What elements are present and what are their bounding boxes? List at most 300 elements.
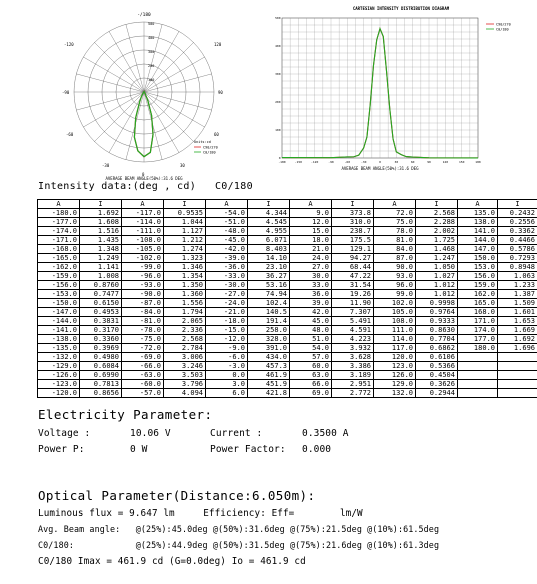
table-row xyxy=(38,254,537,263)
chart-x-tick-label: 180 xyxy=(475,160,481,164)
table-cell: 238.7 xyxy=(332,227,374,236)
table-cell: 1.027 xyxy=(416,272,458,281)
table-cell xyxy=(458,362,498,371)
table-cell: -90.0 xyxy=(122,290,164,299)
table-cell: 24.0 xyxy=(290,254,332,263)
table-cell: 150.0 xyxy=(458,254,498,263)
table-row xyxy=(38,380,537,389)
optical-title: Optical Parameter(Distance:6.050m): xyxy=(38,488,316,503)
table-cell: 0.7477 xyxy=(80,290,122,299)
table-cell: 373.8 xyxy=(332,209,374,218)
table-cell: 3.628 xyxy=(332,353,374,362)
table-header-cell: I xyxy=(248,200,290,209)
table-cell: 0.5366 xyxy=(416,362,458,371)
table-cell: 1.468 xyxy=(416,245,458,254)
table-cell: 1.012 xyxy=(416,290,458,299)
table-cell: 0.8656 xyxy=(80,389,122,398)
chart-y-tick-label: 200 xyxy=(275,100,281,104)
polar-spoke xyxy=(144,57,205,92)
table-cell: 84.0 xyxy=(374,245,416,254)
table-cell: 1.350 xyxy=(164,281,206,290)
table-header-cell: I xyxy=(332,200,374,209)
table-cell: 114.0 xyxy=(374,335,416,344)
table-cell: -93.0 xyxy=(122,281,164,290)
table-cell: 0.3170 xyxy=(80,326,122,335)
table-cell: 39.0 xyxy=(290,299,332,308)
table-cell: -39.0 xyxy=(206,254,248,263)
table-row xyxy=(38,344,537,353)
table-cell: 144.0 xyxy=(458,236,498,245)
table-cell: 75.0 xyxy=(374,218,416,227)
polar-spoke xyxy=(76,92,144,110)
table-cell: 36.27 xyxy=(248,272,290,281)
table-row xyxy=(38,353,537,362)
table-row xyxy=(38,299,537,308)
table-cell: 30.0 xyxy=(290,272,332,281)
polar-spoke xyxy=(76,74,144,92)
table-cell: -21.0 xyxy=(206,308,248,317)
table-cell: 1.274 xyxy=(164,245,206,254)
table-cell: 1.360 xyxy=(164,290,206,299)
chart-y-tick-label: 500 xyxy=(275,16,281,20)
chart-ticks xyxy=(275,16,481,164)
table-cell: 2.336 xyxy=(164,326,206,335)
table-cell: 168.0 xyxy=(458,308,498,317)
table-cell: 0.3626 xyxy=(416,380,458,389)
table-cell: 171.0 xyxy=(458,317,498,326)
luminous-flux-line: Luminous flux = 9.647 lm Efficiency: Eff= lm/W xyxy=(38,508,363,519)
table-cell: 2.288 xyxy=(416,218,458,227)
table-cell: -111.0 xyxy=(122,227,164,236)
polar-spoke xyxy=(144,92,212,110)
table-cell: 3.189 xyxy=(332,371,374,380)
table-cell xyxy=(458,371,498,380)
polar-angle-left-lower: -60 xyxy=(66,132,74,137)
table-cell: 126.0 xyxy=(374,371,416,380)
polar-spoke xyxy=(126,24,144,92)
table-cell: 9.0 xyxy=(290,209,332,218)
polar-angle-right-bottom: 30 xyxy=(180,163,185,168)
table-cell: 129.1 xyxy=(332,245,374,254)
table-cell: -18.0 xyxy=(206,317,248,326)
table-cell: 42.0 xyxy=(290,308,332,317)
table-cell: -180.0 xyxy=(38,209,80,218)
table-cell: 1.516 xyxy=(80,227,122,236)
table-cell: 3.246 xyxy=(164,362,206,371)
table-cell: 451.9 xyxy=(248,380,290,389)
table-cell: 23.10 xyxy=(248,263,290,272)
polar-spoke xyxy=(144,92,179,153)
table-cell: 14.10 xyxy=(248,254,290,263)
table-row xyxy=(38,245,537,254)
table-cell: -30.0 xyxy=(206,281,248,290)
chart-x-tick-label: -120 xyxy=(311,160,319,164)
table-header-cell: A xyxy=(206,200,248,209)
table-cell: 4.591 xyxy=(332,326,374,335)
table-cell: -105.0 xyxy=(122,245,164,254)
table-cell: 162.0 xyxy=(458,290,498,299)
table-cell: 0.6862 xyxy=(416,344,458,353)
table-cell: 1.212 xyxy=(164,236,206,245)
table-cell: 0.4953 xyxy=(80,308,122,317)
table-cell: 3.796 xyxy=(164,380,206,389)
table-cell: 117.0 xyxy=(374,344,416,353)
table-cell: 180.0 xyxy=(458,344,498,353)
power-value: 0 W xyxy=(130,444,148,455)
polar-caption: AVERAGE BEAM ANGLE(50%):31.6 DEG xyxy=(105,176,183,180)
table-cell: 0.8948 xyxy=(498,263,537,272)
table-cell: 105.0 xyxy=(374,308,416,317)
chart-x-tick-label: -90 xyxy=(328,160,334,164)
table-cell: 461.9 xyxy=(248,371,290,380)
table-cell: 0.2432 xyxy=(498,209,537,218)
table-cell: 165.0 xyxy=(458,299,498,308)
current-label: Current : xyxy=(210,428,263,439)
table-cell: -168.0 xyxy=(38,245,80,254)
polar-diagram xyxy=(62,10,228,180)
table-cell: -141.0 xyxy=(38,326,80,335)
table-cell: 132.0 xyxy=(374,389,416,398)
table-cell: 54.0 xyxy=(290,344,332,353)
table-cell: -57.0 xyxy=(122,389,164,398)
table-cell: 2.065 xyxy=(164,317,206,326)
polar-ring-label: 500 xyxy=(148,22,155,26)
table-cell: 1.692 xyxy=(498,335,537,344)
table-cell: 2.568 xyxy=(416,209,458,218)
voltage-value: 10.06 V xyxy=(130,428,171,439)
polar-angle-right-lower: 60 xyxy=(214,132,219,137)
table-cell: 47.22 xyxy=(332,272,374,281)
chart-title: CARTESIAN INTENSITY DISTRIBUTION DIAGRAM xyxy=(352,6,450,11)
table-cell: 8.403 xyxy=(248,245,290,254)
table-cell: 31.54 xyxy=(332,281,374,290)
table-cell: 1.346 xyxy=(164,263,206,272)
table-cell: 94.27 xyxy=(332,254,374,263)
chart-y-tick-label: 0 xyxy=(278,156,281,160)
table-cell: -177.0 xyxy=(38,218,80,227)
table-cell: 175.5 xyxy=(332,236,374,245)
voltage-label: Voltage : xyxy=(38,428,91,439)
table-cell: 102.0 xyxy=(374,299,416,308)
table-cell: 258.0 xyxy=(248,326,290,335)
table-cell: 4.223 xyxy=(332,335,374,344)
table-cell: 21.0 xyxy=(290,245,332,254)
table-cell: 0.9333 xyxy=(416,317,458,326)
chart-x-tick-label: -60 xyxy=(344,160,351,164)
table-cell: 1.233 xyxy=(498,281,537,290)
table-cell: 310.0 xyxy=(332,218,374,227)
table-cell: 53.16 xyxy=(248,281,290,290)
cartesian-diagram xyxy=(270,4,532,172)
table-cell: -144.0 xyxy=(38,317,80,326)
polar-spoke xyxy=(109,31,144,92)
table-row xyxy=(38,362,537,371)
table-row xyxy=(38,371,537,380)
table-cell: 174.0 xyxy=(458,326,498,335)
chart-x-tick-label: 90 xyxy=(427,160,431,164)
table-cell: 0.9998 xyxy=(416,299,458,308)
table-cell: -129.0 xyxy=(38,362,80,371)
table-cell: 5.491 xyxy=(332,317,374,326)
table-cell: -81.0 xyxy=(122,317,164,326)
table-cell: 1.008 xyxy=(80,272,122,281)
table-cell: 3.386 xyxy=(332,362,374,371)
table-cell: -153.0 xyxy=(38,290,80,299)
table-cell: -117.0 xyxy=(122,209,164,218)
table-cell: 60.0 xyxy=(290,362,332,371)
chart-y-tick-label: 400 xyxy=(275,44,281,48)
table-cell: -3.0 xyxy=(206,362,248,371)
table-cell: 78.0 xyxy=(374,227,416,236)
polar-series-curve xyxy=(134,92,153,157)
table-cell: 2.772 xyxy=(332,389,374,398)
table-cell: -114.0 xyxy=(122,218,164,227)
intensity-table xyxy=(37,199,537,398)
table-cell: 57.0 xyxy=(290,353,332,362)
table-cell: -54.0 xyxy=(206,209,248,218)
table-cell: 1.669 xyxy=(498,326,537,335)
table-cell: 0.4980 xyxy=(80,353,122,362)
polar-legend-title: Units:cd xyxy=(194,140,211,144)
table-cell: 1.354 xyxy=(164,272,206,281)
beam-angle-line: Avg. Beam angle: @(25%):45.0deg @(50%):31.6deg @(75%):21.5deg @(10%):61.5deg xyxy=(38,524,440,534)
table-cell: 120.0 xyxy=(374,353,416,362)
table-cell: 0.9535 xyxy=(164,209,206,218)
power-factor-value: 0.000 xyxy=(302,444,332,455)
intensity-data-title: Intensity data:(deg , cd) C0/180 xyxy=(38,181,253,192)
table-cell: 1.012 xyxy=(416,281,458,290)
polar-angle-right-mid: 90 xyxy=(218,90,223,95)
table-cell: 3.006 xyxy=(164,353,206,362)
table-cell: 111.0 xyxy=(374,326,416,335)
table-cell: -135.0 xyxy=(38,344,80,353)
table-cell: 1.249 xyxy=(80,254,122,263)
table-cell: -156.0 xyxy=(38,281,80,290)
table-cell: -51.0 xyxy=(206,218,248,227)
table-cell: 328.0 xyxy=(248,335,290,344)
chart-grid xyxy=(282,18,478,158)
table-cell: 81.0 xyxy=(374,236,416,245)
polar-angle-bottom: 0 xyxy=(142,172,145,177)
table-cell: -108.0 xyxy=(122,236,164,245)
chart-legend-item: C0/180 xyxy=(496,27,509,32)
table-cell: -24.0 xyxy=(206,299,248,308)
table-cell: 3.932 xyxy=(332,344,374,353)
table-cell: 15.0 xyxy=(290,227,332,236)
table-cell: -33.0 xyxy=(206,272,248,281)
table-row xyxy=(38,272,537,281)
table-row xyxy=(38,335,537,344)
table-cell: 177.0 xyxy=(458,335,498,344)
table-cell: 135.0 xyxy=(458,209,498,218)
polar-ring-label: 400 xyxy=(148,36,155,40)
table-cell: 1.435 xyxy=(80,236,122,245)
table-cell: -159.0 xyxy=(38,272,80,281)
table-row xyxy=(38,281,537,290)
chart-x-tick-label: -180 xyxy=(278,160,286,164)
table-cell: 7.307 xyxy=(332,308,374,317)
polar-spoke xyxy=(95,43,144,92)
table-cell: 0.4504 xyxy=(416,371,458,380)
table-cell: 0.3362 xyxy=(498,227,537,236)
table-cell: -87.0 xyxy=(122,299,164,308)
table-cell: 1.601 xyxy=(498,308,537,317)
table-row xyxy=(38,263,537,272)
table-cell: 6.0 xyxy=(206,389,248,398)
polar-legend-item: C0/180 xyxy=(203,150,216,155)
table-cell: -69.0 xyxy=(122,353,164,362)
table-cell: 1.692 xyxy=(80,209,122,218)
table-cell: -48.0 xyxy=(206,227,248,236)
table-cell: -75.0 xyxy=(122,335,164,344)
chart-caption: AVERAGE BEAM ANGLE(50%):31.6 DEG xyxy=(341,166,419,171)
table-cell: 63.0 xyxy=(290,371,332,380)
table-cell: 45.0 xyxy=(290,317,332,326)
table-cell: 93.0 xyxy=(374,272,416,281)
table-cell: 69.0 xyxy=(290,389,332,398)
table-header-cell: A xyxy=(122,200,164,209)
table-cell: 0.6990 xyxy=(80,371,122,380)
table-cell: 1.696 xyxy=(498,344,537,353)
table-cell: -63.0 xyxy=(122,371,164,380)
table-cell: -162.0 xyxy=(38,263,80,272)
chart-y-tick-label: 100 xyxy=(275,128,281,132)
table-cell: 1.608 xyxy=(80,218,122,227)
chart-x-tick-label: -150 xyxy=(294,160,302,164)
table-cell: 3.503 xyxy=(164,371,206,380)
chart-x-tick-label: 120 xyxy=(442,160,449,164)
table-cell: 1.247 xyxy=(416,254,458,263)
table-cell: -120.0 xyxy=(38,389,80,398)
table-cell: -42.0 xyxy=(206,245,248,254)
table-cell: 0.9764 xyxy=(416,308,458,317)
table-cell: -147.0 xyxy=(38,308,80,317)
polar-angle-left-mid: -90 xyxy=(62,90,70,95)
table-cell xyxy=(498,353,537,362)
table-cell: 2.784 xyxy=(164,344,206,353)
table-cell: 27.0 xyxy=(290,263,332,272)
table-header-cell: A xyxy=(290,200,332,209)
table-cell: 66.0 xyxy=(290,380,332,389)
polar-curves xyxy=(134,92,153,157)
table-cell xyxy=(498,380,537,389)
c0-beam-angle-line: C0/180: @(25%):44.9deg @(50%):31.5deg @(75%):21.6deg @(10%):61.3deg xyxy=(38,540,440,550)
table-cell: 0.2944 xyxy=(416,389,458,398)
polar-legend-item: C90/270 xyxy=(203,145,218,150)
table-cell: 0.8760 xyxy=(80,281,122,290)
table-cell: 1.556 xyxy=(164,299,206,308)
table-cell: 1.323 xyxy=(164,254,206,263)
table-cell: -45.0 xyxy=(206,236,248,245)
table-cell: 191.4 xyxy=(248,317,290,326)
table-cell: 0.7293 xyxy=(498,254,537,263)
table-cell: -12.0 xyxy=(206,335,248,344)
table-cell: -165.0 xyxy=(38,254,80,263)
table-cell: 0.6084 xyxy=(80,362,122,371)
table-cell: 434.0 xyxy=(248,353,290,362)
table-cell: 96.0 xyxy=(374,281,416,290)
chart-x-tick-label: 60 xyxy=(410,160,415,164)
polar-spoke xyxy=(144,74,212,92)
table-cell: 1.050 xyxy=(416,263,458,272)
table-cell: 0.6106 xyxy=(416,353,458,362)
polar-spoke xyxy=(109,92,144,153)
table-cell: 4.094 xyxy=(164,389,206,398)
table-cell: 3.0 xyxy=(206,380,248,389)
polar-angle-right-upper: 120 xyxy=(214,42,222,47)
table-cell xyxy=(458,389,498,398)
table-cell: 0.8630 xyxy=(416,326,458,335)
table-cell: 90.0 xyxy=(374,263,416,272)
chart-x-tick-label: 30 xyxy=(394,160,399,164)
table-cell: 0.3969 xyxy=(80,344,122,353)
table-cell: 123.0 xyxy=(374,362,416,371)
table-row xyxy=(38,209,537,218)
table-cell: 72.0 xyxy=(374,209,416,218)
table-cell: 1.127 xyxy=(164,227,206,236)
table-cell: -174.0 xyxy=(38,227,80,236)
table-cell: -72.0 xyxy=(122,344,164,353)
table-cell: 129.0 xyxy=(374,380,416,389)
electricity-title: Electricity Parameter: xyxy=(38,407,213,422)
table-row xyxy=(38,317,537,326)
table-cell: 391.0 xyxy=(248,344,290,353)
table-header-cell: A xyxy=(374,200,416,209)
chart-x-tick-label: 150 xyxy=(458,160,465,164)
table-cell: 421.8 xyxy=(248,389,290,398)
table-cell: 1.509 xyxy=(498,299,537,308)
chart-x-tick-label: 0 xyxy=(379,160,381,164)
table-header-cell: I xyxy=(416,200,458,209)
table-cell: 68.44 xyxy=(332,263,374,272)
table-header-cell: A xyxy=(458,200,498,209)
table-cell: -123.0 xyxy=(38,380,80,389)
table-header-cell: I xyxy=(498,200,537,209)
table-header-cell: I xyxy=(80,200,122,209)
table-cell: -96.0 xyxy=(122,272,164,281)
table-header-cell: I xyxy=(164,200,206,209)
table-cell: 1.387 xyxy=(498,290,537,299)
chart-y-tick-label: 300 xyxy=(275,72,281,76)
polar-spoke xyxy=(95,92,144,141)
table-cell: 457.3 xyxy=(248,362,290,371)
table-cell: 4.545 xyxy=(248,218,290,227)
table-cell: 48.0 xyxy=(290,326,332,335)
polar-spoke xyxy=(144,92,162,160)
polar-spoke xyxy=(83,57,144,92)
table-cell: 153.0 xyxy=(458,263,498,272)
table-cell: -138.0 xyxy=(38,335,80,344)
table-cell: 1.794 xyxy=(164,308,206,317)
polar-ring-label: 100 xyxy=(148,78,155,82)
table-cell: 2.568 xyxy=(164,335,206,344)
table-cell: -102.0 xyxy=(122,254,164,263)
table-cell: -66.0 xyxy=(122,362,164,371)
table-cell: 0.0 xyxy=(206,371,248,380)
table-cell: 87.0 xyxy=(374,254,416,263)
table-cell: 0.4466 xyxy=(498,236,537,245)
current-value: 0.3500 A xyxy=(302,428,349,439)
table-cell: 33.0 xyxy=(290,281,332,290)
polar-ring-label: 200 xyxy=(148,64,155,68)
cartesian-chart-svg xyxy=(270,4,532,172)
table-cell xyxy=(498,389,537,398)
polar-spoke xyxy=(144,92,205,127)
table-cell: 108.0 xyxy=(374,317,416,326)
table-cell: 1.653 xyxy=(498,317,537,326)
table-cell: 0.7813 xyxy=(80,380,122,389)
table-cell: 19.26 xyxy=(332,290,374,299)
